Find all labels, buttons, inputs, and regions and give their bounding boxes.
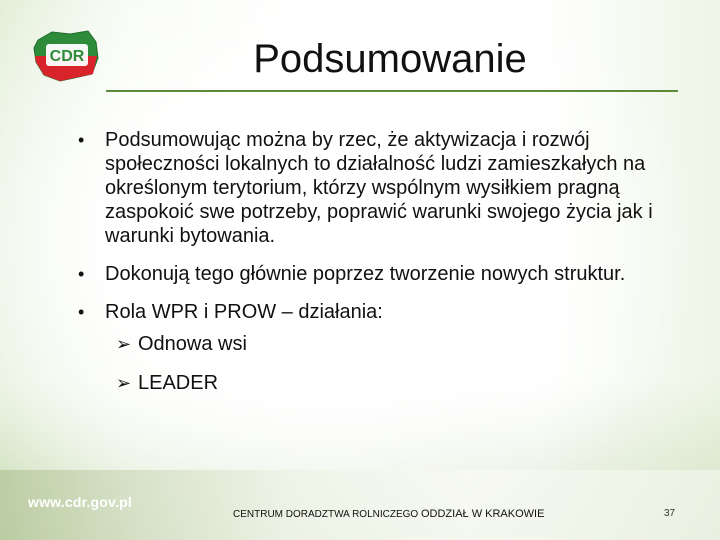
- footer-text: [233, 508, 544, 520]
- title-divider: [106, 90, 678, 92]
- page-number: 37: [664, 508, 676, 519]
- bullet-dot-icon: •: [78, 130, 85, 150]
- logo-text: CDR: [49, 48, 85, 65]
- bullet-text: Dokonują tego głównie poprzez tworzenie nowych struktur.: [105, 263, 626, 285]
- cdr-logo-graphic: [30, 28, 102, 84]
- footer-branch: ODDZIAŁ W KRAKOWIE: [420, 508, 545, 520]
- bullet-item: [78, 128, 698, 248]
- bullet-item: [78, 300, 698, 324]
- sub-bullet-text: Odnowa wsi: [138, 333, 247, 355]
- bullet-dot-icon: •: [78, 302, 85, 322]
- sub-bullet-text: LEADER: [138, 372, 219, 394]
- arrow-right-icon: ➢: [116, 373, 132, 393]
- bullet-list: [78, 128, 698, 395]
- website-url: www.cdr.gov.pl: [28, 494, 132, 510]
- footer-org: CENTRUM DORADZTWA ROLNICZEGO: [233, 509, 419, 520]
- bullet-text: Rola WPR i PROW – działania:: [105, 301, 383, 323]
- slide-title: Podsumowanie: [253, 37, 527, 81]
- bullet-text: Podsumowując można by rzec, że aktywizacja i rozwój społeczności lokalnych to działalność ludzi zamieszkałych na określonym terytorium, którzy wspólnym wysiłkiem pragną zaspokoić swe potrzeby, poprawić warunki swojego życia jak i warunki bytowania.: [105, 129, 653, 247]
- sub-bullet-item: [116, 332, 698, 356]
- bullet-item: [78, 262, 698, 286]
- cdr-logo: [30, 28, 102, 84]
- sub-bullet-item: [116, 371, 698, 395]
- bullet-dot-icon: •: [78, 264, 85, 284]
- arrow-right-icon: ➢: [116, 334, 132, 354]
